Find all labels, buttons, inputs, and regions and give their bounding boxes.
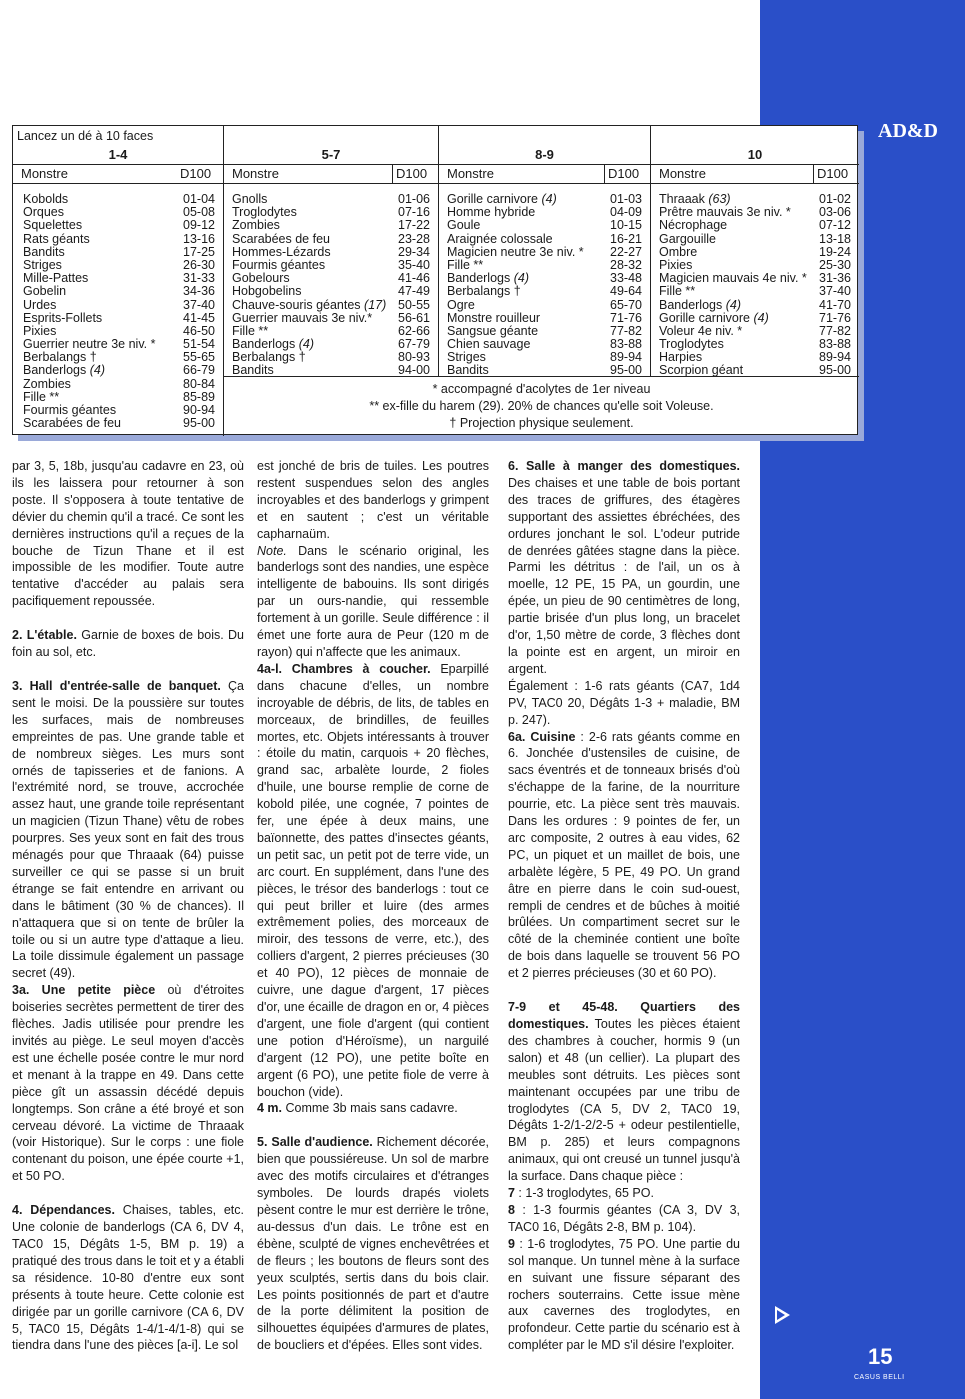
roll-range: 05-08 bbox=[183, 205, 215, 220]
table-row bbox=[13, 378, 223, 391]
roll-range: 13-16 bbox=[183, 231, 215, 246]
table-row bbox=[651, 219, 859, 232]
paragraph bbox=[508, 458, 740, 678]
footnote: † Projection physique seulement. bbox=[449, 416, 634, 430]
paragraph bbox=[12, 458, 244, 610]
roll-range: 09-12 bbox=[183, 218, 215, 233]
roll-range: 83-88 bbox=[819, 337, 851, 352]
paragraph bbox=[12, 982, 244, 1185]
monster-name: Striges bbox=[23, 257, 62, 272]
text-column-1 bbox=[12, 458, 244, 1354]
roll-range: 41-45 bbox=[183, 310, 215, 325]
section-heading: 2. L'étable. bbox=[12, 628, 77, 643]
paragraph-text: : 1-6 troglodytes, 75 PO. Une partie du sol manque. Un tunnel mène à la surface en suivant une fissure séparant des rochers souterrains. Cette issue mène aux cavernes des troglodytes, en profondeur. Cette partie du scénario est à compléter par le MD s'il désire l'exploiter. bbox=[508, 1236, 740, 1353]
table-row bbox=[651, 285, 859, 298]
paragraph bbox=[257, 1134, 489, 1354]
roll-range: 95-00 bbox=[819, 363, 851, 378]
monster-name: Sangsue géante bbox=[447, 323, 539, 338]
paragraph-text: Chaises, tables, etc. Une colonie de banderlogs (CA 6, DV 4, TAC0 15, Dégâts 1-5, BM p. 19) a pratiqué des trous dans le toit et y a établi sa résidence. 10-80 d'entre eux sont présents à toute heure. Cette colonie est dirigée par un gorille carnivore (CA 6, DV 5, TAC0 15, Dégâts 1-4/1-4/1-8) qui se tiendra dans l'une des pièces [a-i]. Le sol bbox=[12, 1203, 244, 1353]
roll-range: 80-84 bbox=[183, 376, 215, 391]
roll-range: 07-16 bbox=[398, 205, 430, 220]
monster-name: Gobelin bbox=[23, 284, 67, 299]
monster-header: Monstre bbox=[659, 166, 706, 181]
roll-range: 01-06 bbox=[398, 192, 430, 206]
roll-range: 35-40 bbox=[398, 257, 430, 272]
paragraph-text: Ça sent le moisi. De la poussière sur toutes les surfaces, mais de nombreuses empreintes de pas. Une grande table et de nombreux sièges. Les murs sont ornés de tapisseries et de fanions. A l'extrémité nord, se trouve, accrochée assez haut, une grande toile représentant un magicien (Tizun Thane) vêtu de robes pourpres. Ses yeux sont en fait des trous ménagés pour que Thraaak (64) puisse surveiller ce qui se passe si un bruit étrange se fait entendre en arrivant ou dans le bâtiment (30 % de chances). Il n'attaquera que si on tente de brûler la toile ou si un autre type d'attaque a lieu. La toile dissimule également un passage secret (49). bbox=[12, 678, 244, 981]
roll-range: 22-27 bbox=[610, 244, 642, 259]
monster-name: Squelettes bbox=[23, 218, 83, 233]
monster-name: Homme hybride bbox=[447, 205, 536, 220]
roll-range: 49-64 bbox=[610, 284, 642, 299]
roll-range: 89-94 bbox=[610, 350, 642, 365]
paragraph bbox=[257, 661, 489, 1101]
roll-header: D100 bbox=[813, 165, 859, 183]
monster-name: Araignée colossale bbox=[447, 231, 553, 246]
table-row bbox=[224, 312, 438, 325]
monster-name: Banderlogs (4) bbox=[447, 271, 529, 286]
column-header bbox=[651, 164, 859, 184]
monster-name: Bandits bbox=[232, 363, 274, 378]
monster-header: Monstre bbox=[232, 166, 279, 181]
roll-range: 85-89 bbox=[183, 389, 215, 404]
monster-name: Gorille carnivore (4) bbox=[659, 310, 769, 325]
roll-range: 46-50 bbox=[183, 323, 215, 338]
monster-name: Banderlogs (4) bbox=[232, 337, 314, 352]
paragraph bbox=[508, 1236, 740, 1354]
monster-name: Fourmis géantes bbox=[232, 257, 326, 272]
paragraph-text: Également : 1-6 rats géants (CA7, 1d4 PV, TAC0 20, Dégâts 1-3 + maladie, BM p. 247). bbox=[508, 678, 740, 727]
paragraph bbox=[508, 729, 740, 983]
paragraph-text: par 3, 5, 18b, jusqu'au cadavre en 23, où ils les laissera pour retourner à son poste. Il s'opposera à toute tentative de dévier du chemin qu'il a tracé. Ce sont les dernières instructions qu'il a reçues de la bouche de Tizun Thane et il est impossible de les modifier. Toute autre tentative d'accéder au palais sera pacifiquement repoussée. bbox=[12, 459, 244, 609]
monster-name: Bandits bbox=[23, 244, 65, 259]
table-row bbox=[651, 312, 859, 325]
roll-range: 90-94 bbox=[183, 403, 215, 417]
roll-range: 56-61 bbox=[398, 310, 430, 325]
paragraph-text: Toutes les pièces étaient des chambres à coucher, hormis 9 (un salon) et 48 (un cellier). La plupart des meubles sont détruits. Les pièces sont maintenant occupées par une tribu de troglodytes (CA 5, DV 2, TAC0 19, Dégâts 1-2/1-2/2-5 + odeur pestilentielle, BM p. 285) et leurs compagnons animaux, qui ont creusé un tunnel jusqu'à la surface. Dans chaque pièce : bbox=[508, 1017, 740, 1184]
monster-name: Fille ** bbox=[659, 284, 696, 299]
monster-name: Urdes bbox=[23, 297, 57, 312]
monster-name: Rats géants bbox=[23, 231, 90, 246]
paragraph-text: Comme 3b mais sans cadavre. bbox=[282, 1101, 458, 1116]
monster-name: Zombies bbox=[23, 376, 71, 391]
paragraph-text: Richement décorée, bien que poussiéreuse. Un sol de marbre avec des motifs circulaires et d'étranges symboles. De lourds drapés violets pèsent contre le mur est derrière le trône, au-dessus d'un dais. Le trône est en ébène, sculpté de vignes enchevêtrées et de fleurs ; les boutons de fleurs sont des yeux sculptés, sertis dans du bois clair. Les points positionnés de part et d'autre de la porte délimitent la position de silhouettes équipées d'armures de plates, de boucliers et d'épées. Elles sont vides. bbox=[257, 1135, 490, 1353]
paragraph bbox=[12, 1202, 244, 1354]
note-label: Note. bbox=[257, 543, 287, 558]
roll-range: 66-79 bbox=[183, 363, 215, 378]
magazine-name: CASUS BELLI bbox=[854, 1374, 905, 1381]
roll-range: 95-00 bbox=[610, 363, 642, 378]
monster-name: Chauve-souris géantes (17) bbox=[232, 297, 387, 312]
paragraph bbox=[12, 678, 244, 982]
monster-name: Thraaak (63) bbox=[659, 192, 731, 206]
monster-name: Berbalangs † bbox=[23, 350, 97, 365]
paragraph-text: où d'étroites boiseries secrètes permettent de tirer des flèches. Jadis utilisée pour prendre les invités au piège. Le seul moyen d'accès est une échelle posée contre le mur nord et menant à la trappe en 49. Dans cette pièce gît un assassin décédé depuis longtemps. Son crâne a été broyé et son cerveau dévoré. La victime de Thraaak (voir Historique). Sur le corps : une fiole contenant du poison, une épée courte +1, et 50 PO. bbox=[12, 983, 244, 1184]
monster-name: Scorpion géant bbox=[659, 363, 744, 378]
roll-range: 01-03 bbox=[610, 192, 642, 206]
roll-range: 62-66 bbox=[398, 323, 430, 338]
section-heading: 7 bbox=[508, 1186, 515, 1201]
table-row bbox=[13, 285, 223, 298]
monster-name: Kobolds bbox=[23, 192, 69, 206]
table-footnotes bbox=[223, 376, 859, 436]
roll-range: 77-82 bbox=[819, 323, 851, 338]
monster-name: Monstre rouilleur bbox=[447, 310, 541, 325]
table-row bbox=[13, 417, 223, 430]
section-heading: 3a. Une petite pièce bbox=[12, 983, 156, 998]
monster-name: Orques bbox=[23, 205, 64, 220]
table-column-2 bbox=[223, 126, 438, 376]
section-heading: 6a. Cuisine bbox=[508, 729, 576, 744]
monster-name: Magicien neutre 3e niv. * bbox=[447, 244, 584, 259]
roll-range: 41-46 bbox=[398, 271, 430, 286]
paragraph bbox=[12, 627, 244, 661]
roll-range: 33-48 bbox=[610, 271, 642, 286]
roll-range: 26-30 bbox=[183, 257, 215, 272]
section-heading: 8 bbox=[508, 1202, 515, 1217]
table-row bbox=[13, 312, 223, 325]
table-row bbox=[651, 233, 859, 246]
section-heading: 5. Salle d'audience. bbox=[257, 1135, 373, 1150]
monster-name: Prêtre mauvais 3e niv. * bbox=[659, 205, 791, 220]
monster-name: Nécrophage bbox=[659, 218, 728, 233]
monster-name: Striges bbox=[447, 350, 486, 365]
paragraph bbox=[508, 1202, 740, 1236]
page-number: 15 bbox=[868, 1344, 893, 1369]
table-row bbox=[439, 246, 650, 259]
roll-range: 34-36 bbox=[183, 284, 215, 299]
monster-name: Voleur 4e niv. * bbox=[659, 323, 743, 338]
table-rows bbox=[439, 193, 650, 378]
paragraph bbox=[257, 458, 489, 543]
column-range: 1-4 bbox=[108, 147, 128, 162]
monster-name: Hobgobelins bbox=[232, 284, 302, 299]
monster-header: Monstre bbox=[21, 166, 68, 181]
roll-range: 71-76 bbox=[819, 310, 851, 325]
roll-range: 17-22 bbox=[398, 218, 430, 233]
roll-range: 01-04 bbox=[183, 192, 215, 206]
monster-name: Goule bbox=[447, 218, 481, 233]
monster-name: Fille ** bbox=[232, 323, 269, 338]
roll-header: D100 bbox=[392, 165, 438, 183]
paragraph-text: Des chaises et une table de bois portant des traces de griffures, des étagères supportant des assiettes ébréchées, des ordures jonchant le sol. L'odeur putride de denrées gâtées stagne dans la pièce. Parmi les détritus : de l'ail, un os à moelle, 12 PE, 15 PA, un gourdin, une épée, un pieu de 90 centimètres de long, partie brisée d'un plus long, un bracelet d'or, 1,50 mètre de corde, 3 flèches dont la pointe est en argent, un miroir en argent. bbox=[508, 475, 740, 676]
monster-name: Banderlogs (4) bbox=[659, 297, 741, 312]
monster-name: Troglodytes bbox=[659, 337, 724, 352]
paragraph bbox=[508, 999, 740, 1185]
table-row bbox=[224, 246, 438, 259]
roll-range: 55-65 bbox=[183, 350, 215, 365]
table-column-3 bbox=[438, 126, 650, 376]
roll-range: 13-18 bbox=[819, 231, 851, 246]
paragraph-text: : 1-3 fourmis géantes (CA 3, DV 3, TAC0 16, Dégâts 2-8, BM p. 104). bbox=[508, 1202, 740, 1234]
footnote: ** ex-fille du harem (29). 20% de chances qu'elle soit Voleuse. bbox=[369, 399, 714, 413]
table-row bbox=[13, 233, 223, 246]
roll-range: 07-12 bbox=[819, 218, 851, 233]
text-column-2 bbox=[257, 458, 489, 1354]
table-row bbox=[439, 219, 650, 232]
section-heading: 6. Salle à manger des domestiques. bbox=[508, 459, 740, 473]
roll-range: 67-79 bbox=[398, 337, 430, 352]
roll-range: 83-88 bbox=[610, 337, 642, 352]
table-row bbox=[224, 299, 438, 312]
monster-name: Magicien mauvais 4e niv. * bbox=[659, 271, 807, 286]
roll-range: 19-24 bbox=[819, 244, 851, 259]
column-header bbox=[439, 164, 650, 184]
table-row bbox=[439, 312, 650, 325]
roll-range: 41-70 bbox=[819, 297, 851, 312]
monster-name: Fille ** bbox=[447, 257, 484, 272]
roll-range: 37-40 bbox=[183, 297, 215, 312]
monster-name: Gnolls bbox=[232, 192, 268, 206]
monster-name: Berbalangs † bbox=[447, 284, 521, 299]
monster-name: Guerrier neutre 3e niv. * bbox=[23, 337, 156, 352]
table-row bbox=[439, 285, 650, 298]
roll-range: 31-36 bbox=[819, 271, 851, 286]
column-header bbox=[224, 164, 438, 184]
section-heading: 4 m. bbox=[257, 1101, 283, 1116]
roll-range: 10-15 bbox=[610, 218, 642, 233]
section-heading: 9 bbox=[508, 1236, 515, 1251]
monster-name: Bandits bbox=[447, 363, 489, 378]
roll-range: 37-40 bbox=[819, 284, 851, 299]
paragraph bbox=[508, 1185, 740, 1202]
paragraph bbox=[508, 678, 740, 729]
section-heading: 3. Hall d'entrée-salle de banquet. bbox=[12, 678, 221, 693]
column-header bbox=[13, 164, 223, 184]
table-row bbox=[13, 299, 223, 312]
roll-range: 47-49 bbox=[398, 284, 430, 299]
monster-name: Gargouille bbox=[659, 231, 716, 246]
paragraph bbox=[257, 1100, 489, 1117]
roll-range: 80-93 bbox=[398, 350, 430, 365]
monster-name: Pixies bbox=[23, 323, 57, 338]
paragraph-text: Dans le scénario original, les banderlogs sont des nandies, une espèce intelligente de babouins. Ils sont dirigés par un ours-nandie, qui ressemble fortement à un gorille. Seule différence : il émet une forte aura de Peur (120 m de rayon) qui n'affecte que les animaux. bbox=[257, 543, 489, 659]
column-range: 10 bbox=[747, 147, 763, 162]
monster-name: Banderlogs (4) bbox=[23, 363, 105, 378]
roll-range: 94-00 bbox=[398, 363, 430, 378]
table-row bbox=[439, 233, 650, 246]
paragraph bbox=[257, 543, 489, 661]
paragraph-text: est jonché de bris de tuiles. Les poutres restent suspendues selon des angles incroyables et des banderlogs y grimpent et en sautent ; c'est un véritable capharnaüm. bbox=[257, 459, 489, 541]
roll-range: 29-34 bbox=[398, 244, 430, 259]
table-rows bbox=[224, 193, 438, 378]
paragraph-text: : 2-6 rats géants comme en 6. Jonchée d'ustensiles de cuisine, de sacs éventrés et de tonneaux brisés d'où s'échappe de la farine, de la nourriture pourrie, etc. La pièce sent très mauvais. Dans les ordures : 9 pointes de fer, un arc composite, 2 outres à eau vides, 62 PC, un piquet et un maillet de bois, une arbalète légère, 5 PE, 49 PO. Un grand âtre en pierre dans le coin sud-ouest, rempli de cendres et de bûches à moitié brûlées. Un compartiment secret sur le côté de la cheminée contient une boîte de bois dans laquelle se trouvent 56 PO et 2 pierres précieuses (30 et 60 PO). bbox=[508, 729, 740, 981]
monster-name: Troglodytes bbox=[232, 205, 297, 220]
column-range: 8-9 bbox=[535, 147, 554, 162]
roll-range: 50-55 bbox=[398, 297, 430, 312]
roll-range: 23-28 bbox=[398, 231, 430, 246]
monster-name: Scarabées de feu bbox=[232, 231, 330, 246]
table-row bbox=[224, 285, 438, 298]
monster-name: Harpies bbox=[659, 350, 703, 365]
roll-range: 25-30 bbox=[819, 257, 851, 272]
monster-name: Chien sauvage bbox=[447, 337, 531, 352]
roll-range: 71-76 bbox=[610, 310, 642, 325]
roll-range: 77-82 bbox=[610, 323, 642, 338]
roll-header: D100 bbox=[604, 165, 650, 183]
section-heading: 7-9 et 45-48. Quartiers des domestiques. bbox=[508, 1000, 740, 1031]
monster-name: Ombre bbox=[659, 244, 698, 259]
next-page-arrow-icon bbox=[775, 1306, 790, 1324]
table-row bbox=[13, 364, 223, 377]
paragraph-text: Eparpillé dans chacune d'elles, un nombre incroyable de débris, de lits, de tables en morceaux, de brindilles, de feuilles mortes, etc. Objets intéressants à trouver : étoile du matin, carquois + 20 flèches, grand sac, arbalète lourde, 2 fioles d'huile, une bourse remplie de corne de kobold pilée, une cognée, 7 pointes de fer, une épée à deux mains, une baïonnette, des pattes d'insectes géants, un petit sac, un petit pot de terre vide, un arc court. En supplément, dans l'une des pièces, le trésor des banderlogs : tout ce qui peut briller et luire (des armes extrêmement polies, des morceaux de miroir, des tessons de verre, etc.), des colliers d'argent, 2 pierres précieuses (30 et 40 PO), 12 pièces de monnaie de cuivre, une dague d'argent, 17 pièces d'or, une écaille de dragon en or, 4 pièces d'argent, une fiole d'argent (qui contient une potion d'Héroïsme), un narguilé d'argent (12 PO), une petite boîte en argent (6 PO), une petite fiole de verre à bouchon (vide). bbox=[257, 661, 489, 1099]
monster-name: Gobelours bbox=[232, 271, 290, 286]
roll-header: D100 bbox=[180, 166, 212, 181]
monster-name: Mille-Pattes bbox=[23, 271, 89, 286]
monster-name: Berbalangs † bbox=[232, 350, 306, 365]
section-heading: 4a-l. Chambres à coucher. bbox=[257, 661, 431, 676]
monster-name: Esprits-Follets bbox=[23, 310, 103, 325]
dice-instruction: Lancez un dé à 10 faces bbox=[17, 129, 154, 143]
monster-name: Pixies bbox=[659, 257, 693, 272]
monster-name: Fille ** bbox=[23, 389, 60, 404]
table-row bbox=[651, 246, 859, 259]
monster-header: Monstre bbox=[447, 166, 494, 181]
table-row bbox=[439, 299, 650, 312]
roll-range: 51-54 bbox=[183, 337, 215, 352]
monster-name: Gorille carnivore (4) bbox=[447, 192, 557, 206]
roll-range: 04-09 bbox=[610, 205, 642, 220]
monster-name: Ogre bbox=[447, 297, 475, 312]
roll-range: 31-33 bbox=[183, 271, 215, 286]
roll-range: 16-21 bbox=[610, 231, 642, 246]
footnote: * accompagné d'acolytes de 1er niveau bbox=[432, 382, 651, 396]
paragraph-text: Garnie de boxes de bois. Du foin au sol, etc. bbox=[12, 628, 245, 660]
text-column-3 bbox=[508, 458, 740, 1354]
roll-range: 03-06 bbox=[819, 205, 851, 220]
roll-range: 28-32 bbox=[610, 257, 642, 272]
table-column-1 bbox=[13, 126, 223, 434]
monster-name: Zombies bbox=[232, 218, 280, 233]
table-row bbox=[13, 246, 223, 259]
monster-name: Scarabées de feu bbox=[23, 416, 121, 431]
table-rows bbox=[651, 193, 859, 378]
monster-name: Hommes-Lézards bbox=[232, 244, 331, 259]
table-column-4 bbox=[650, 126, 859, 376]
monster-name: Guerrier mauvais 3e niv.* bbox=[232, 310, 373, 325]
table-rows bbox=[13, 193, 223, 430]
roll-range: 65-70 bbox=[610, 297, 642, 312]
table-row bbox=[13, 219, 223, 232]
roll-range: 95-00 bbox=[183, 416, 215, 431]
paragraph-text: : 1-3 troglodytes, 65 PO. bbox=[514, 1186, 654, 1201]
roll-range: 01-02 bbox=[819, 192, 851, 206]
monster-name: Fourmis géantes bbox=[23, 403, 117, 417]
section-heading: 4. Dépendances. bbox=[12, 1203, 115, 1218]
roll-range: 17-25 bbox=[183, 244, 215, 259]
roll-range: 89-94 bbox=[819, 350, 851, 365]
table-row bbox=[224, 219, 438, 232]
table-row bbox=[224, 233, 438, 246]
column-range: 5-7 bbox=[321, 147, 341, 162]
section-tag: AD&D bbox=[878, 120, 938, 142]
encounter-table bbox=[12, 125, 858, 435]
